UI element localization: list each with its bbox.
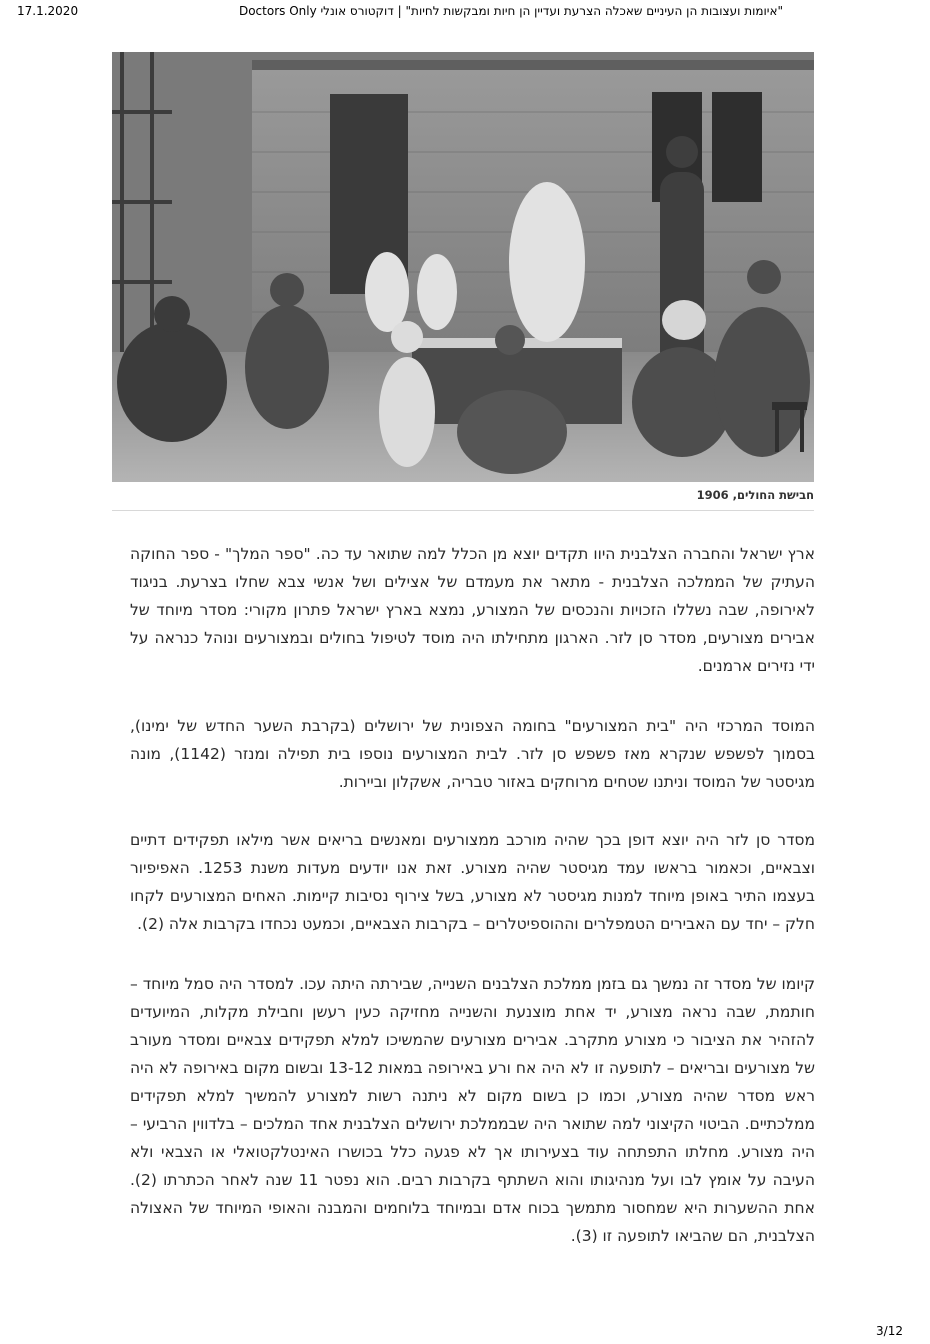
article-paragraph: מסדר סן לזר היה יוצא דופן בכך שהיה מורכב ממצורעים ומאנשים בריאים אשר מילאו תפקידים דתיים וצבאיים, וכאמור בראשו עמד מגיסטר שהיה מצורע. זאת אנו יודעים מעדות משנת 1253. האפיפיור בעצמו התיר באופן מיוחד למנות מגיסטר לא מצורע, בשל צירוף נסיבות קיימות. האחים המצורעים לקחו חלק – יחד עם האבירים הטמפלרים וההוספיטלרים – בקרבות הצבאיים, וכמעט נכחדו בקרבות אלה (2).	[130, 831, 815, 933]
article-paragraph: ארץ ישראל והחברה הצלבנית היוו תקדים יוצא מן הכלל למה שתואר עד כה. "ספר המלך" - ספר החוקה העתיק של הממלכה הצלבנית - מתאר את מעמדם של אצילים ושל אנשי צבא שחלו בצרעת. בניגוד לאירופה, שבה נשללו הזכויות והנכסים של המצורע, נמצא בארץ ישראל פתרון מקורי: מסדר מיוחד של אבירים מצורעים, מסדר סן לזר. הארגון מתחילתו היה מוסד לטיפול בחולים ובמצורעים ונוהל כנראה על ידי נזירים ארמנים.	[130, 545, 815, 675]
article-paragraph: המוסד המרכזי היה "בית המצורעים" בחומה הצפונית של ירושלים (בקרבת השער החדש של ימינו), בסמוך לפשפש שנקרא מאז פשפש סן לזר. לבית המצורעים נוספו בית תפילה ומנזר (1142), מונה מגיסטר של המוסד וניתנו שטחים מרוחקים באזור טבריה, אשקלון וביירות.	[130, 717, 815, 791]
article-body	[130, 540, 815, 1282]
caption-divider	[112, 510, 814, 511]
print-date: 17.1.2020	[17, 4, 79, 18]
article-photo	[112, 52, 814, 482]
photo-caption: חבישת החולים, 1906	[696, 488, 814, 502]
historical-photo-illustration	[112, 52, 814, 482]
print-page-title: "איומות ועצובות הן העיניים שאכלה הצרעת ועדיין הן חיות ומבקשות לחיות" | דוקטורס אונלי Doctors Only	[238, 4, 783, 18]
page-number: 3/12	[876, 1324, 903, 1338]
article-paragraph: קיומו של מסדר זה נמשך גם בזמן ממלכת הצלבנים השנייה, שבירתה היתה עכו. למסדר היה סמל מיוחד – חותמת, שבה נראה מצורע, יד אחת מוצנעת והשנייה מחזיקה כעין רעשן וחבילת מקלות, המיועדים להזהיר את הציבור כי מצורע מתקרב. אבירים מצורעים שהמשיכו למלא תפקידים צבאיים ומסדר מעורב של מצורעים ובריאים – לתופעה זו לא היה אח ורע באירופה במאות 13-12 ובשום מקום באירופה לא היה ראש מסדר שהיה מצורע, וכמו כן בשום מקום לא ניתנה רשות למצורע להמשיך למלא תפקידים ממלכתיים. הביטוי הקיצוני למה שתואר היה שבממלכת ירושלים הצלבנית אחד המלכים – בלדווין הרביעי – היה מצורע. מחלתו התפתחה עוד בצעירותו אך לא פגעה כלל בכושרו האינטלקטואלי או הצבאי ולא העיבה על אומץ לבו ועל מנהיגותו והוא השתתף בקרבות רבים. הוא נפטר 11 שנה לאחר הכתרתו (2). אחת ההשערות היא שמחסור מתמשך בכוח אדם ובמיוחד בלוחמים והמבנה והאופי המיוחד של האצולה הצלבנית, הם שהביאו לתופעה זו (3).	[130, 975, 815, 1245]
